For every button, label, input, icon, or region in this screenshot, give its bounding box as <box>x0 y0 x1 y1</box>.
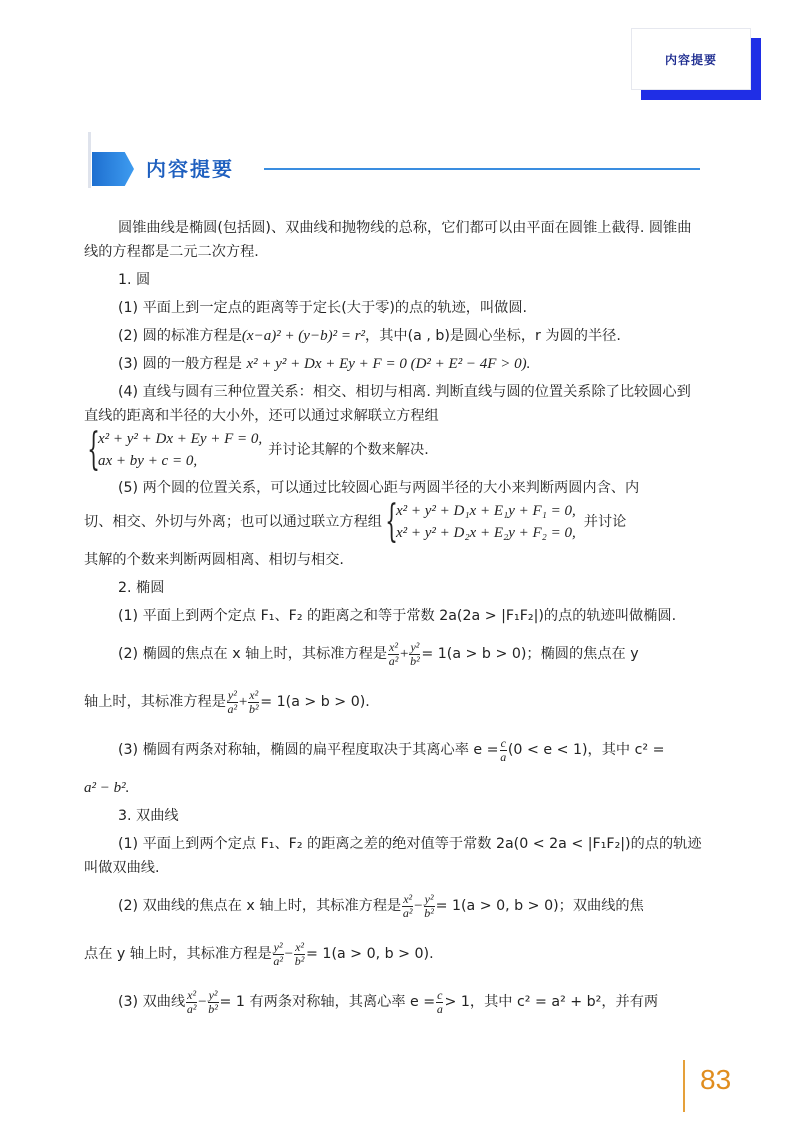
hyperbola-item-3-mid: = 1 有两条对称轴，其离心率 e = <box>219 994 436 1010</box>
denominator: b² <box>248 701 259 716</box>
hyperbola-item-2b: 点在 y 轴上时，其标准方程是 $\frac{\text{y²}}{\text{a²}}$ − $\frac{\text{x²}}{\text{b²}}$ = 1(a > 0, b > 0). <box>84 939 434 968</box>
ellipse-item-2-text: (2) 椭圆的焦点在 x 轴上时，其标准方程是 <box>118 646 388 662</box>
circle-item-2-text: (2) 圆的标准方程是 <box>118 328 242 344</box>
circle-item-5-text: 切、相交、外切与外离；也可以通过联立方程组 <box>84 514 382 530</box>
circle-item-4-system <box>84 424 702 475</box>
page-number: 83 <box>700 1064 732 1095</box>
circle-standard-equation: (x−a)² + (y−b)² = r² <box>241 328 366 344</box>
circle-item-5-tail: 并讨论 <box>583 514 627 530</box>
circle-item-5-end: 其解的个数来判断两圆相离、相切与相交. <box>84 552 344 568</box>
circle-item-4: (4) 直线与圆有三种位置关系：相交、相切与相离. 判断直线与圆的位置关系除了比较圆心到直线的距离和半径的大小外，还可以通过求解联立方程组 <box>84 384 691 424</box>
circle-general-equation: x² + y² + Dx + Ey + F = 0 (D² + E² − 4F > 0). <box>246 356 531 372</box>
circle-item-4-tail: 并讨论其解的个数来解决. <box>268 442 429 458</box>
intro-paragraph: 圆锥曲线是椭圆(包括圆)、双曲线和抛物线的总称，它们都可以由平面在圆锥上截得. 圆锥曲线的方程都是二元二次方程. <box>84 220 692 260</box>
page-number-bar <box>683 1060 685 1112</box>
fraction <box>424 893 435 920</box>
ellipse-item-3 <box>84 728 702 772</box>
fraction <box>402 893 413 920</box>
ellipse-item-2b: 轴上时，其标准方程是 $\frac{\text{y²}}{\text{a²}}$ + $\frac{\text{x²}}{\text{b²}}$ = 1(a > b > 0). <box>84 687 370 716</box>
equation-system <box>98 428 262 472</box>
header-tab <box>631 28 751 90</box>
hyperbola-item-3: (3) 双曲线 $\frac{\text{x²}}{\text{a²}}$ − $\frac{\text{y²}}{\text{b²}}$ = 1 有两条对称轴，其离心率 e = $\frac{c}{a}$ > 1，其中 c² = a² + b²，并有两 <box>118 987 659 1016</box>
system-eq-2: x² + y² + D₂x + E₂y + F₂ = 0, <box>395 525 576 541</box>
numerator: x² <box>389 639 398 654</box>
numerator: y² <box>208 987 218 1002</box>
circle-item-5: (5) 两个圆的位置关系，可以通过比较圆心距与两圆半径的大小来判断两圆内含、内 <box>118 480 640 496</box>
numerator: c <box>437 987 443 1002</box>
ellipse-item-2: (2) 椭圆的焦点在 x 轴上时，其标准方程是 $\frac{\text{x²}}{\text{a²}}$ + $\frac{\text{y²}}{\text{b²}}$ = 1(a > b > 0)；椭圆的焦点在 y <box>118 639 639 668</box>
denominator: b² <box>208 1001 218 1016</box>
left-brace-icon: { <box>87 424 100 475</box>
fraction <box>227 689 238 716</box>
fraction <box>294 941 305 968</box>
fraction <box>388 641 399 668</box>
hyperbola-item-2: (2) 双曲线的焦点在 x 轴上时，其标准方程是 $\frac{\text{x²}}{\text{a²}}$ − $\frac{\text{y²}}{\text{b²}}$ = 1(a > 0, b > 0)；双曲线的焦 <box>118 891 644 920</box>
ellipse-item-3-end: a² − b². <box>84 780 130 796</box>
section-bar <box>88 132 91 188</box>
content-body <box>84 216 702 1028</box>
section-arrow-icon <box>92 152 134 186</box>
numerator: y² <box>424 891 434 906</box>
header-tab-label: 内容提要 <box>664 52 717 67</box>
denominator: b² <box>410 653 420 668</box>
circle-item-2-tail: ，其中(a , b)是圆心坐标，r 为圆的半径. <box>365 328 621 344</box>
system-eq-1: x² + y² + Dx + Ey + F = 0, <box>98 431 263 447</box>
ellipse-item-1: (1) 平面上到两个定点 F₁、F₂ 的距离之和等于常数 2a(2a > |F₁F₂|)的点的轨迹叫做椭圆. <box>118 608 677 624</box>
denominator: a² <box>388 653 399 668</box>
hyperbola-item-2-text: (2) 双曲线的焦点在 x 轴上时，其标准方程是 <box>118 898 402 914</box>
hyperbola-item-1: (1) 平面上到两个定点 F₁、F₂ 的距离之差的绝对值等于常数 2a(0 < 2a < |F₁F₂|)的点的轨迹叫做双曲线. <box>84 836 702 876</box>
numerator: y² <box>227 687 237 702</box>
numerator: y² <box>273 939 283 954</box>
fraction <box>208 989 219 1016</box>
hyperbola-item-3-tail: > 1，其中 c² = a² + b²，并有两 <box>444 994 659 1010</box>
denominator: a² <box>227 701 238 716</box>
equation-system <box>396 500 576 544</box>
left-brace-icon: { <box>385 496 398 547</box>
fraction <box>273 941 284 968</box>
denominator: a² <box>186 1001 197 1016</box>
denominator: a <box>436 1001 443 1016</box>
numerator: c <box>500 735 506 750</box>
hyperbola-item-2-tail: = 1(a > 0, b > 0)；双曲线的焦 <box>435 898 644 914</box>
numerator: x² <box>187 987 197 1002</box>
numerator: x² <box>403 891 413 906</box>
circle-item-5-system <box>84 496 702 547</box>
system-eq-2: ax + by + c = 0, <box>98 453 198 469</box>
ellipse-item-2-tail: = 1(a > b > 0)；椭圆的焦点在 y <box>421 646 639 662</box>
fraction <box>436 989 443 1016</box>
heading-circle: 1. 圆 <box>118 272 151 288</box>
denominator: a² <box>402 905 413 920</box>
numerator: y² <box>410 639 420 654</box>
ellipse-item-3-text: (3) 椭圆有两条对称轴，椭圆的扁平程度取决于其离心率 e = <box>118 742 499 758</box>
denominator: b² <box>294 953 305 968</box>
denominator: b² <box>424 905 434 920</box>
circle-item-2 <box>84 324 702 348</box>
section-title: 内容提要 <box>146 157 234 181</box>
fraction <box>409 641 420 668</box>
circle-item-3-text: (3) 圆的一般方程是 <box>118 356 247 372</box>
fraction <box>500 737 507 764</box>
hyperbola-item-2b-tail: = 1(a > 0, b > 0). <box>306 946 434 962</box>
fraction <box>248 689 259 716</box>
hyperbola-item-2b-text: 点在 y 轴上时，其标准方程是 <box>84 946 272 962</box>
denominator: a <box>500 749 507 764</box>
circle-item-1: (1) 平面上到一定点的距离等于定长(大于零)的点的轨迹，叫做圆. <box>118 300 528 316</box>
heading-ellipse: 2. 椭圆 <box>118 580 165 596</box>
heading-hyperbola: 3. 双曲线 <box>118 808 179 824</box>
ellipse-item-3-tail: (0 < e < 1)，其中 c² = <box>507 742 665 758</box>
denominator: a² <box>273 953 283 968</box>
fraction <box>186 989 197 1016</box>
numerator: x² <box>249 687 259 702</box>
section-divider <box>264 168 700 170</box>
ellipse-item-2b-tail: = 1(a > b > 0). <box>260 694 370 710</box>
system-eq-1: x² + y² + D₁x + E₁y + F₁ = 0, <box>395 503 576 519</box>
circle-item-3 <box>84 352 702 376</box>
numerator: x² <box>295 939 305 954</box>
hyperbola-item-3-text: (3) 双曲线 <box>118 994 186 1010</box>
ellipse-item-2b-text: 轴上时，其标准方程是 <box>84 694 226 710</box>
